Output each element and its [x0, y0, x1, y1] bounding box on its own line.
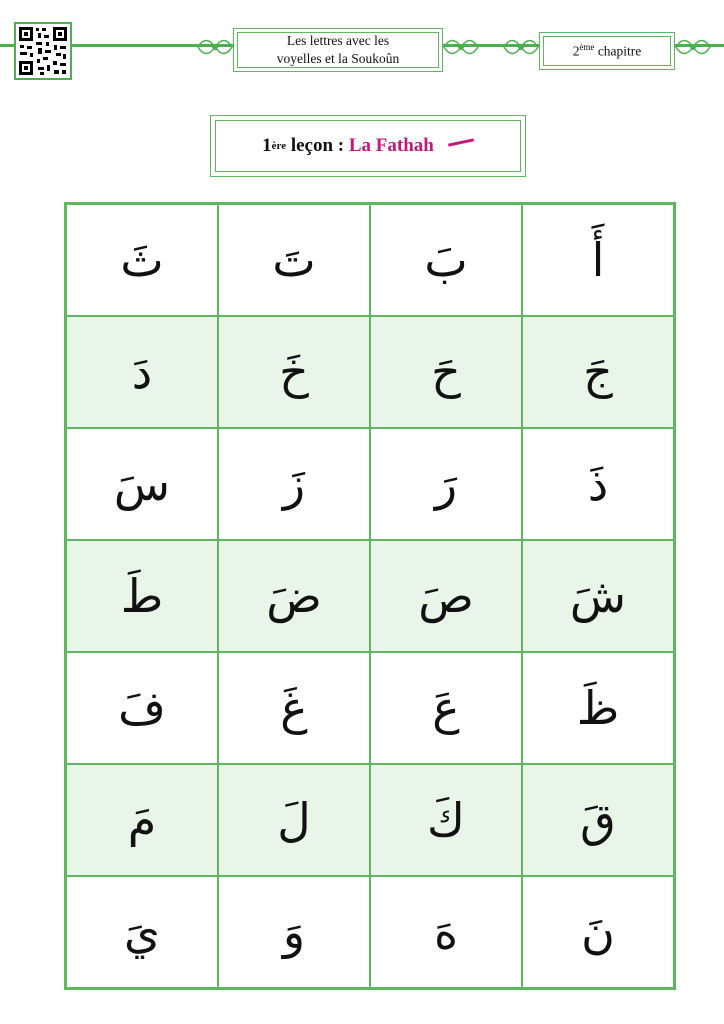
letter-cell[interactable]: فَ [66, 652, 218, 764]
fathah-mark-icon [448, 138, 474, 146]
letter-cell[interactable]: خَ [218, 316, 370, 428]
letter-cell[interactable]: شَ [522, 540, 674, 652]
letter-cell[interactable]: أَ [522, 204, 674, 316]
ornament-mid-left-icon [442, 30, 480, 64]
lesson-label: leçon : [290, 135, 345, 156]
chapter-title-box [233, 28, 443, 72]
ornament-right-icon [674, 30, 712, 64]
chapter-label: chapitre [597, 43, 642, 59]
letters-grid [64, 202, 676, 990]
letter-cell[interactable]: هَ [370, 876, 522, 988]
letter-cell[interactable]: حَ [370, 316, 522, 428]
letter-cell[interactable]: ضَ [218, 540, 370, 652]
letter-cell[interactable]: طَ [66, 540, 218, 652]
letter-cell[interactable]: جَ [522, 316, 674, 428]
letter-cell[interactable]: كَ [370, 764, 522, 876]
letter-cell[interactable]: عَ [370, 652, 522, 764]
letter-cell[interactable]: لَ [218, 764, 370, 876]
lesson-name: La Fathah [348, 135, 434, 156]
letter-cell[interactable]: تَ [218, 204, 370, 316]
letter-cell[interactable]: صَ [370, 540, 522, 652]
chapter-sup: ème [579, 41, 595, 52]
letter-cell[interactable]: قَ [522, 764, 674, 876]
lesson-title-box [210, 115, 526, 177]
letter-cell[interactable]: زَ [218, 428, 370, 540]
chapter-number: 2 [572, 43, 580, 59]
letter-cell[interactable]: ذَ [522, 428, 674, 540]
letter-cell[interactable]: يَ [66, 876, 218, 988]
letter-cell[interactable]: رَ [370, 428, 522, 540]
letter-cell[interactable]: ثَ [66, 204, 218, 316]
ornament-left-icon [196, 30, 234, 64]
letter-cell[interactable]: دَ [66, 316, 218, 428]
letter-cell[interactable]: نَ [522, 876, 674, 988]
lesson-number: 1 [262, 135, 272, 156]
chapter-title-line1: Les lettres avec les [286, 33, 390, 49]
ornament-mid-right-icon [502, 30, 540, 64]
letter-cell[interactable]: ظَ [522, 652, 674, 764]
letter-cell[interactable]: بَ [370, 204, 522, 316]
letter-cell[interactable]: سَ [66, 428, 218, 540]
letter-cell[interactable]: غَ [218, 652, 370, 764]
chapter-title-line2: voyelles et la Soukoûn [276, 51, 400, 66]
letter-cell[interactable]: مَ [66, 764, 218, 876]
lesson-sup: ère [271, 140, 287, 152]
letter-cell[interactable]: وَ [218, 876, 370, 988]
qr-code-icon[interactable] [14, 22, 72, 80]
chapter-number-box [539, 32, 675, 70]
